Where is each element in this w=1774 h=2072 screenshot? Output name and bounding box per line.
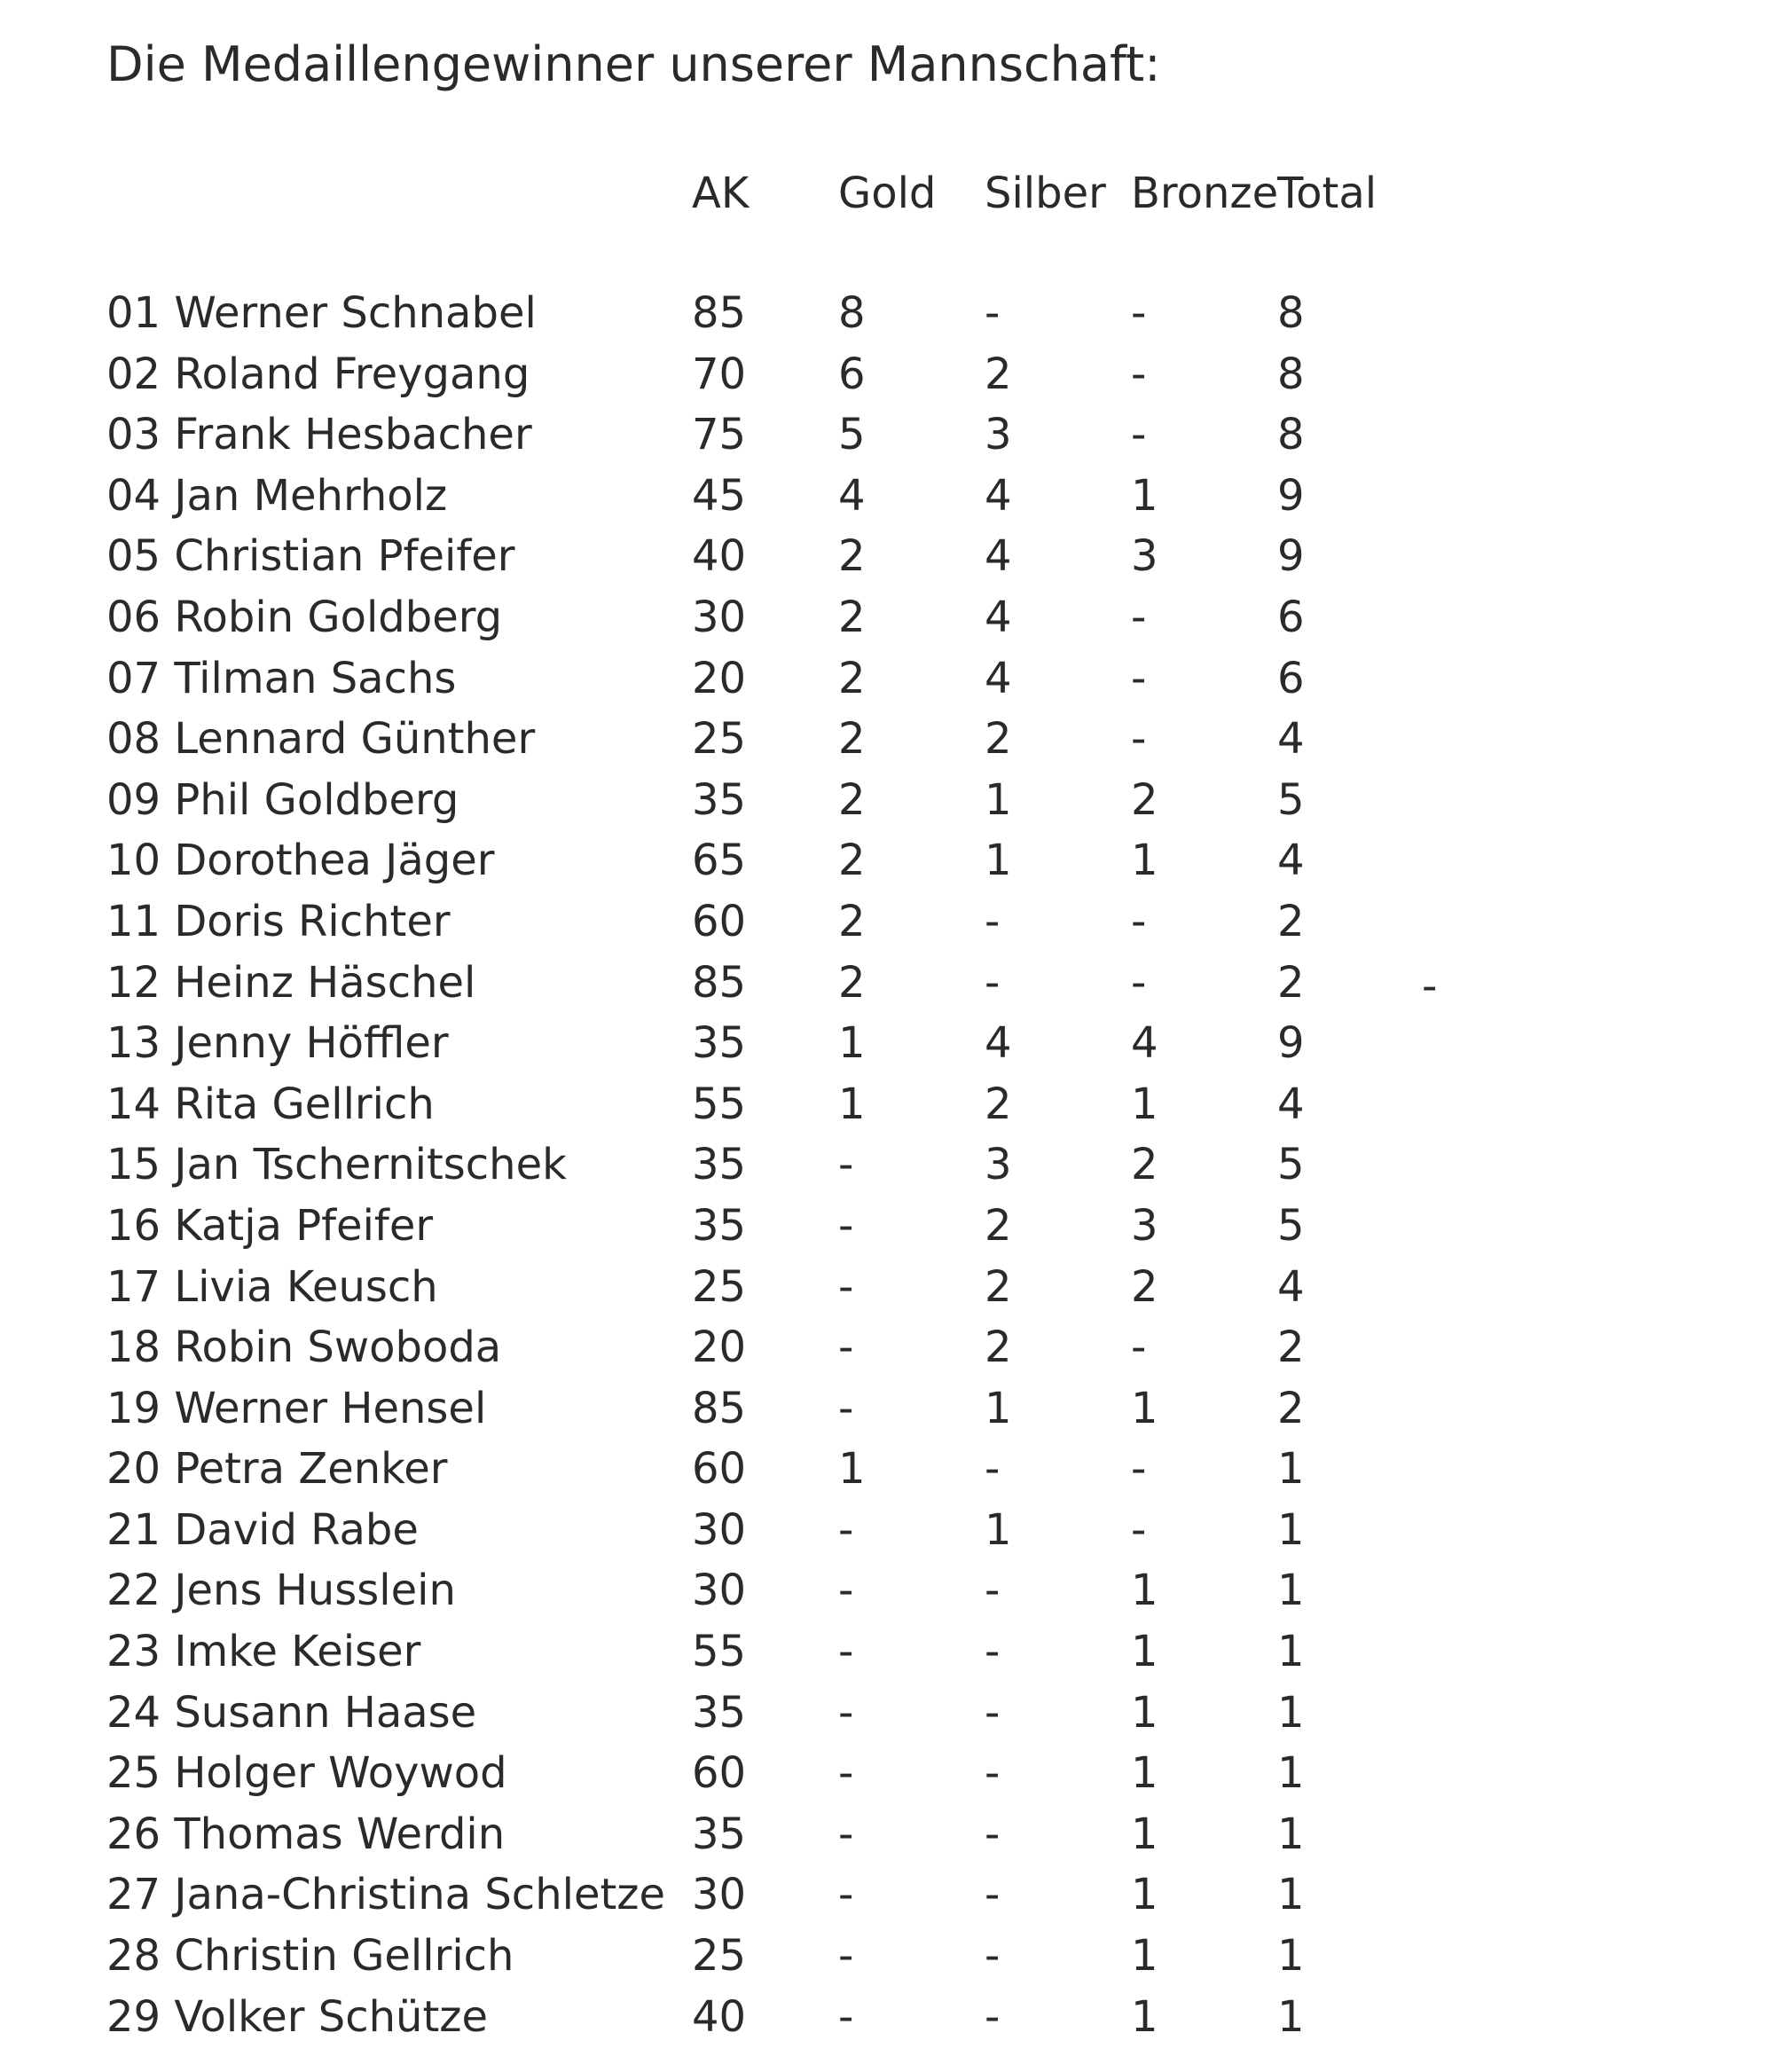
gold-count: 6 [838, 349, 866, 399]
table-row [0, 1986, 1774, 2047]
gold-count: - [838, 1687, 854, 1738]
age-class: 35 [692, 1018, 747, 1069]
age-class: 20 [692, 1322, 747, 1373]
athlete-name: 18 Robin Swoboda [106, 1322, 502, 1373]
age-class: 85 [692, 1383, 747, 1433]
athlete-name: 10 Dorothea Jäger [106, 836, 495, 886]
table-row [0, 1073, 1774, 1134]
table-row [0, 404, 1774, 465]
total-count: 4 [1277, 1261, 1305, 1312]
bronze-count: - [1131, 957, 1147, 1008]
age-class: 75 [692, 410, 747, 460]
athlete-name: 14 Rita Gellrich [106, 1079, 435, 1129]
age-class: 30 [692, 592, 747, 642]
total-count: 9 [1277, 531, 1305, 582]
athlete-name: 24 Susann Haase [106, 1687, 477, 1738]
bronze-count: - [1131, 349, 1147, 399]
age-class: 40 [692, 1991, 747, 2042]
total-count: 2 [1277, 896, 1305, 946]
age-class: 85 [692, 288, 747, 338]
athlete-name: 04 Jan Mehrholz [106, 470, 448, 521]
gold-count: 1 [838, 1018, 866, 1069]
silver-count: 1 [985, 836, 1012, 886]
header-ak: AK [692, 169, 750, 218]
gold-count: - [838, 1383, 854, 1433]
bronze-count: - [1131, 896, 1147, 946]
table-row [0, 343, 1774, 404]
silver-count: 4 [985, 592, 1012, 642]
gold-count: - [838, 1566, 854, 1616]
total-count: 9 [1277, 1018, 1305, 1069]
table-row [0, 829, 1774, 891]
bronze-count: 1 [1131, 1931, 1158, 1982]
age-class: 25 [692, 714, 747, 765]
athlete-name: 25 Holger Woywod [106, 1748, 507, 1799]
athlete-name: 12 Heinz Häschel [106, 957, 476, 1008]
total-count: 5 [1277, 1140, 1305, 1190]
bronze-count: 1 [1131, 1991, 1158, 2042]
bronze-count: - [1131, 714, 1147, 765]
bronze-count: - [1131, 1444, 1147, 1495]
athlete-name: 11 Doris Richter [106, 896, 451, 946]
athlete-name: 26 Thomas Werdin [106, 1809, 506, 1859]
table-row [0, 1195, 1774, 1256]
gold-count: 2 [838, 957, 866, 1008]
total-count: 6 [1277, 592, 1305, 642]
silver-count: 2 [985, 1079, 1012, 1129]
table-row [0, 648, 1774, 709]
total-count: 1 [1277, 1687, 1305, 1738]
table-row [0, 1925, 1774, 1986]
silver-count: - [985, 1444, 1001, 1495]
silver-count: - [985, 288, 1001, 338]
gold-count: 2 [838, 531, 866, 582]
age-class: 35 [692, 1687, 747, 1738]
gold-count: - [838, 1809, 854, 1859]
table-row [0, 1256, 1774, 1317]
table-row [0, 769, 1774, 830]
athlete-name: 03 Frank Hesbacher [106, 410, 532, 460]
gold-count: - [838, 1627, 854, 1677]
bronze-count: 3 [1131, 1200, 1158, 1251]
bronze-count: 1 [1131, 1079, 1158, 1129]
age-class: 30 [692, 1504, 747, 1555]
total-count: 1 [1277, 1870, 1305, 1920]
athlete-name: 07 Tilman Sachs [106, 653, 457, 703]
gold-count: 2 [838, 714, 866, 765]
bronze-count: 4 [1131, 1018, 1158, 1069]
silver-count: 2 [985, 1322, 1012, 1373]
total-count: 6 [1277, 653, 1305, 703]
table-row [0, 1377, 1774, 1439]
table-row [0, 1438, 1774, 1499]
gold-count: - [838, 1504, 854, 1555]
gold-count: - [838, 1870, 854, 1920]
silver-count: - [985, 1687, 1001, 1738]
age-class: 55 [692, 1079, 747, 1129]
age-class: 35 [692, 774, 747, 825]
total-count: 1 [1277, 1809, 1305, 1859]
age-class: 45 [692, 470, 747, 521]
age-class: 60 [692, 896, 747, 946]
table-row [0, 1742, 1774, 1803]
athlete-name: 27 Jana-Christina Schletze [106, 1870, 666, 1920]
athlete-name: 20 Petra Zenker [106, 1444, 448, 1495]
table-header [0, 162, 1774, 224]
silver-count: 4 [985, 1018, 1012, 1069]
bronze-count: 1 [1131, 836, 1158, 886]
bronze-count: - [1131, 1322, 1147, 1373]
page-title: Die Medaillengewinner unserer Mannschaft: [106, 36, 1161, 92]
bronze-count: 1 [1131, 1383, 1158, 1433]
silver-count: - [985, 1748, 1001, 1799]
silver-count: 4 [985, 470, 1012, 521]
age-class: 35 [692, 1200, 747, 1251]
silver-count: - [985, 896, 1001, 946]
athlete-name: 05 Christian Pfeifer [106, 531, 515, 582]
athlete-name: 21 David Rabe [106, 1504, 419, 1555]
table-row [0, 1012, 1774, 1073]
bronze-count: 1 [1131, 1748, 1158, 1799]
bronze-count: 1 [1131, 1627, 1158, 1677]
total-count: 4 [1277, 714, 1305, 765]
bronze-count: 3 [1131, 531, 1158, 582]
gold-count: 2 [838, 896, 866, 946]
gold-count: - [838, 1322, 854, 1373]
header-silber: Silber [985, 169, 1106, 218]
silver-count: 2 [985, 1200, 1012, 1251]
total-count: 1 [1277, 1931, 1305, 1982]
athlete-name: 16 Katja Pfeifer [106, 1200, 434, 1251]
gold-count: 2 [838, 653, 866, 703]
table-row [0, 465, 1774, 526]
bronze-count: - [1131, 592, 1147, 642]
bronze-count: 1 [1131, 470, 1158, 521]
silver-count: - [985, 1566, 1001, 1616]
silver-count: 4 [985, 653, 1012, 703]
gold-count: 2 [838, 592, 866, 642]
athlete-name: 02 Roland Freygang [106, 349, 530, 399]
total-count: 1 [1277, 1748, 1305, 1799]
athlete-name: 17 Livia Keusch [106, 1261, 438, 1312]
age-class: 25 [692, 1261, 747, 1312]
gold-count: 2 [838, 836, 866, 886]
table-row [0, 1499, 1774, 1560]
silver-count: 1 [985, 1504, 1012, 1555]
age-class: 60 [692, 1748, 747, 1799]
silver-count: - [985, 1809, 1001, 1859]
age-class: 30 [692, 1566, 747, 1616]
table-row [0, 891, 1774, 952]
header-total: Total [1277, 169, 1378, 218]
age-class: 20 [692, 653, 747, 703]
total-count: 4 [1277, 1079, 1305, 1129]
silver-count: 2 [985, 714, 1012, 765]
athlete-name: 09 Phil Goldberg [106, 774, 459, 825]
age-class: 40 [692, 531, 747, 582]
bronze-count: 1 [1131, 1870, 1158, 1920]
silver-count: - [985, 957, 1001, 1008]
total-count: 2 [1277, 1383, 1305, 1433]
age-class: 60 [692, 1444, 747, 1495]
table-row [0, 1316, 1774, 1377]
athlete-name: 28 Christin Gellrich [106, 1931, 514, 1982]
athlete-name: 08 Lennard Günther [106, 714, 536, 765]
gold-count: 5 [838, 410, 866, 460]
total-count: 5 [1277, 1200, 1305, 1251]
total-count: 8 [1277, 349, 1305, 399]
bronze-count: - [1131, 653, 1147, 703]
total-count: 8 [1277, 410, 1305, 460]
table-row [0, 1621, 1774, 1682]
total-count: 1 [1277, 1444, 1305, 1495]
table-row [0, 525, 1774, 586]
gold-count: - [838, 1748, 854, 1799]
stray-dash-mark: - [1422, 961, 1438, 1011]
table-row [0, 1803, 1774, 1864]
bronze-count: 1 [1131, 1687, 1158, 1738]
gold-count: 1 [838, 1444, 866, 1495]
silver-count: 3 [985, 1140, 1012, 1190]
gold-count: - [838, 1931, 854, 1982]
gold-count: 8 [838, 288, 866, 338]
total-count: 8 [1277, 288, 1305, 338]
athlete-name: 15 Jan Tschernitschek [106, 1140, 567, 1190]
bronze-count: 2 [1131, 774, 1158, 825]
athlete-name: 22 Jens Husslein [106, 1566, 456, 1616]
total-count: 1 [1277, 1504, 1305, 1555]
medal-table [0, 282, 1774, 2046]
table-row [0, 1134, 1774, 1195]
bronze-count: 2 [1131, 1140, 1158, 1190]
total-count: 2 [1277, 957, 1305, 1008]
total-count: 4 [1277, 836, 1305, 886]
age-class: 35 [692, 1809, 747, 1859]
age-class: 25 [692, 1931, 747, 1982]
total-count: 2 [1277, 1322, 1305, 1373]
total-count: 9 [1277, 470, 1305, 521]
table-row [0, 1864, 1774, 1925]
gold-count: - [838, 1261, 854, 1312]
bronze-count: - [1131, 410, 1147, 460]
silver-count: 1 [985, 774, 1012, 825]
total-count: 5 [1277, 774, 1305, 825]
table-row [0, 1559, 1774, 1621]
athlete-name: 01 Werner Schnabel [106, 288, 537, 338]
athlete-name: 06 Robin Goldberg [106, 592, 503, 642]
age-class: 35 [692, 1140, 747, 1190]
age-class: 55 [692, 1627, 747, 1677]
bronze-count: 1 [1131, 1566, 1158, 1616]
age-class: 65 [692, 836, 747, 886]
gold-count: 4 [838, 470, 866, 521]
bronze-count: - [1131, 1504, 1147, 1555]
silver-count: 3 [985, 410, 1012, 460]
header-gold: Gold [838, 169, 937, 218]
header-bronze: Bronze [1131, 169, 1279, 218]
table-row [0, 708, 1774, 769]
age-class: 70 [692, 349, 747, 399]
bronze-count: 1 [1131, 1809, 1158, 1859]
silver-count: 1 [985, 1383, 1012, 1433]
gold-count: 2 [838, 774, 866, 825]
athlete-name: 13 Jenny Höffler [106, 1018, 449, 1069]
age-class: 30 [692, 1870, 747, 1920]
athlete-name: 19 Werner Hensel [106, 1383, 487, 1433]
bronze-count: 2 [1131, 1261, 1158, 1312]
total-count: 1 [1277, 1991, 1305, 2042]
silver-count: - [985, 1870, 1001, 1920]
gold-count: 1 [838, 1079, 866, 1129]
gold-count: - [838, 1140, 854, 1190]
table-row [0, 282, 1774, 343]
gold-count: - [838, 1200, 854, 1251]
silver-count: - [985, 1627, 1001, 1677]
silver-count: 2 [985, 349, 1012, 399]
table-row [0, 1682, 1774, 1743]
silver-count: 4 [985, 531, 1012, 582]
gold-count: - [838, 1991, 854, 2042]
silver-count: - [985, 1991, 1001, 2042]
total-count: 1 [1277, 1566, 1305, 1616]
silver-count: - [985, 1931, 1001, 1982]
total-count: 1 [1277, 1627, 1305, 1677]
athlete-name: 29 Volker Schütze [106, 1991, 489, 2042]
table-row [0, 952, 1774, 1013]
athlete-name: 23 Imke Keiser [106, 1627, 421, 1677]
bronze-count: - [1131, 288, 1147, 338]
silver-count: 2 [985, 1261, 1012, 1312]
age-class: 85 [692, 957, 747, 1008]
table-row [0, 586, 1774, 648]
